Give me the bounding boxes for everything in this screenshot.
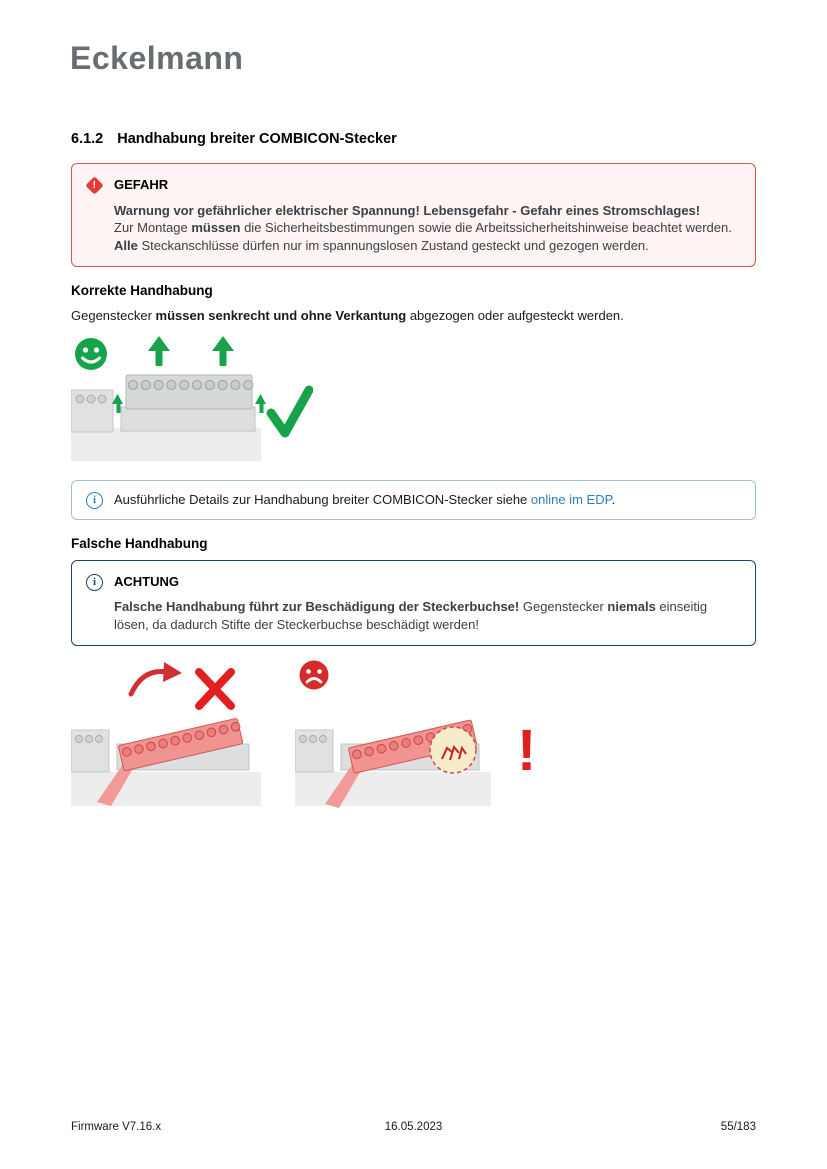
footer-firmware: Firmware V7.16.x xyxy=(71,1121,162,1133)
socket-block xyxy=(121,407,255,431)
correct-text-seg: Gegenstecker xyxy=(71,308,156,323)
danger-warning-line: Warnung vor gefährlicher elektrischer Spannung! Lebensgefahr - Gefahr eines Stromschlages! xyxy=(114,202,701,218)
attention-text-seg-bold: Falsche Handhabung führt zur Beschädigung der Steckerbuchse! xyxy=(114,599,520,614)
danger-text-seg: Steckanschlüsse dürfen nur im spannungslosen Zustand gesteckt und gezogen werden. xyxy=(137,237,649,253)
wrong-handling-heading: Falsche Handhabung xyxy=(71,535,208,551)
attention-text-seg-bold: niemals xyxy=(607,599,656,614)
correct-handling-illustration xyxy=(71,335,313,463)
danger-text-seg-bold: müssen xyxy=(191,220,241,235)
curved-arrow-icon xyxy=(131,662,182,694)
attention-box-text xyxy=(114,598,741,633)
danger-box-body xyxy=(114,176,741,254)
correct-text-seg-bold: müssen senkrecht und ohne Verkantung xyxy=(155,308,407,323)
info-icon xyxy=(86,492,103,509)
connector-block xyxy=(126,375,253,409)
correct-handling-figure xyxy=(71,335,756,463)
base-plate xyxy=(295,772,491,806)
wrong-handling-illustration-1 xyxy=(71,660,265,808)
attention-box-title: ACHTUNG xyxy=(114,573,179,589)
base-plate xyxy=(71,428,261,461)
correct-handling-heading: Korrekte Handhabung xyxy=(71,283,213,298)
info-box-text xyxy=(114,491,741,509)
attention-glyph: i xyxy=(92,576,97,588)
footer-page-number: 55/183 xyxy=(720,1121,756,1133)
device-block xyxy=(71,390,113,432)
wrong-handling-figure-right xyxy=(295,660,495,808)
correct-handling-text xyxy=(71,307,756,325)
page-content xyxy=(71,131,756,808)
correct-text-seg: abgezogen oder aufgesteckt werden. xyxy=(406,308,624,323)
danger-text-seg: Zur Montage xyxy=(114,220,192,235)
eckelmann-logo: Eckelmann xyxy=(70,40,244,76)
exclamation-icon: ! xyxy=(517,718,537,783)
attention-box xyxy=(71,560,756,647)
up-arrow-icon xyxy=(212,336,234,366)
attention-box-body xyxy=(114,573,741,634)
footer-date: 16.05.2023 xyxy=(384,1121,443,1133)
danger-box-text xyxy=(114,202,741,255)
device-block xyxy=(71,730,109,772)
danger-icon xyxy=(86,176,114,254)
sad-smiley-icon xyxy=(300,661,329,690)
device-block xyxy=(295,730,333,772)
section-number: 6.1.2 xyxy=(71,131,104,147)
info-glyph: i xyxy=(92,494,97,506)
attention-icon xyxy=(86,574,103,591)
attention-text-seg: einseitig lösen, da dadurch Stifte der Steckerbuchse beschädigt werden! xyxy=(114,599,708,632)
diamond-exclamation-icon xyxy=(85,176,103,194)
danger-text-seg-bold: Alle xyxy=(114,237,138,253)
wrong-handling-figures xyxy=(71,660,756,808)
cross-icon xyxy=(199,672,231,706)
section-title: Handhabung breiter COMBICON-Stecker xyxy=(117,131,397,147)
attention-icon-col xyxy=(86,573,114,634)
wrong-handling-illustration-2 xyxy=(295,660,495,808)
small-up-arrow-icon xyxy=(255,394,266,413)
info-text-seg: Ausführliche Details zur Handhabung breiter COMBICON-Stecker siehe xyxy=(114,491,531,507)
checkmark-icon xyxy=(271,390,309,433)
danger-box xyxy=(71,163,756,267)
page-footer xyxy=(71,1121,756,1133)
info-icon-col xyxy=(86,491,114,509)
wrong-handling-figure-left xyxy=(71,660,265,808)
happy-smiley-icon xyxy=(75,338,107,370)
info-box xyxy=(71,480,756,520)
up-arrow-icon xyxy=(148,336,170,366)
attention-text-seg: Gegenstecker xyxy=(519,599,608,614)
danger-text-seg: die Sicherheitsbestimmungen sowie die Arbeitssicherheitshinweise beachtet werden. xyxy=(240,220,732,235)
damaged-pins-icon xyxy=(430,727,476,773)
danger-box-title: GEFAHR xyxy=(114,177,169,192)
edp-link[interactable]: online im EDP xyxy=(530,491,612,507)
info-text-seg: . xyxy=(611,491,616,507)
section-heading xyxy=(71,131,756,147)
danger-glyph: ! xyxy=(92,179,97,191)
